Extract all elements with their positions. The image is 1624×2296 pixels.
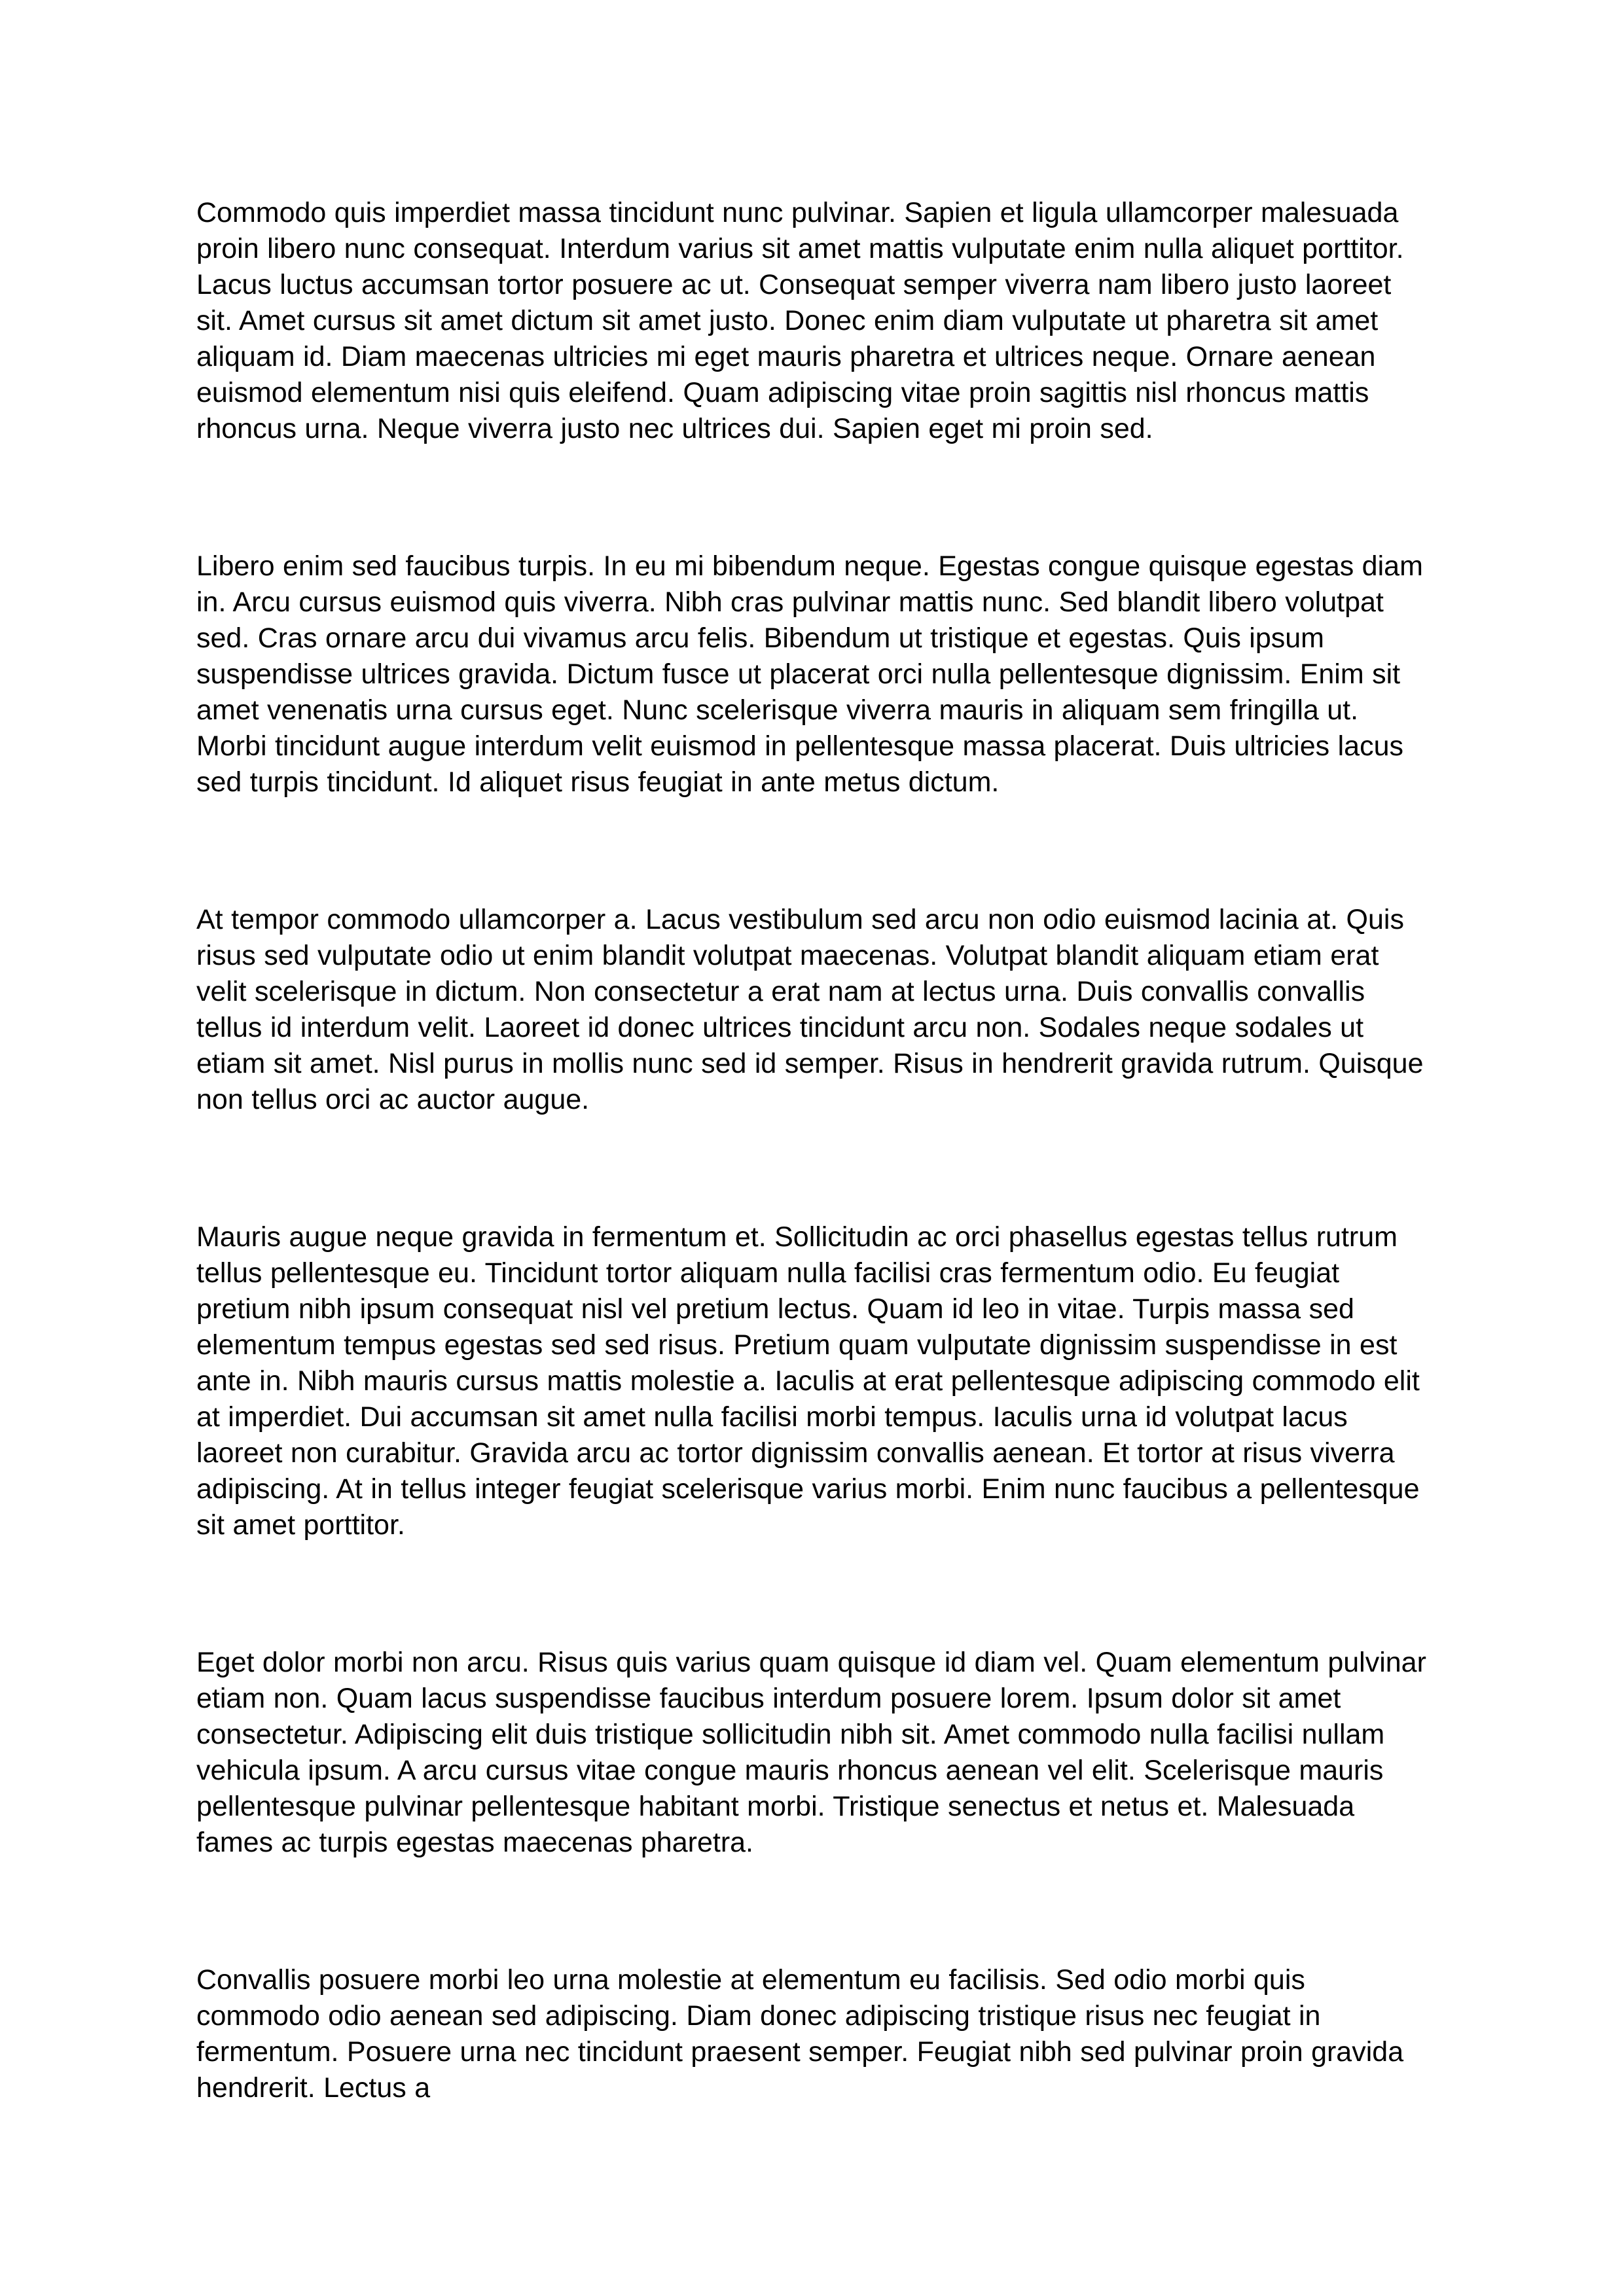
- paragraph: Convallis posuere morbi leo urna molestie at elementum eu facilisis. Sed odio morbi quis commodo odio aenean sed adipiscing. Diam donec adipiscing tristique risus nec feugiat in fermentum. Posuere urna nec tincidunt praesent semper. Feugiat nibh sed pulvinar proin gravida hendrerit. Lectus a: [196, 1964, 1404, 2104]
- paragraph: At tempor commodo ullamcorper a. Lacus vestibulum sed arcu non odio euismod lacinia at. Quis risus sed vulputate odio ut enim blandit volutpat maecenas. Volutpat blandit aliquam etiam erat velit scelerisque in dictum. Non consectetur a erat nam at lectus urna. Duis convallis convallis tellus id interdum velit. Laoreet id donec ultrices tincidunt arcu non. Sodales neque sodales ut etiam sit amet. Nisl purus in mollis nunc sed id semper. Risus in hendrerit gravida rutrum. Quisque non tellus orci ac auctor augue.: [196, 904, 1424, 1115]
- paragraph: Mauris augue neque gravida in fermentum et. Sollicitudin ac orci phasellus egestas tellus rutrum tellus pellentesque eu. Tincidunt tortor aliquam nulla facilisi cras fermentum odio. Eu feugiat pretium nibh ipsum consequat nisl vel pretium lectus. Quam id leo in vitae. Turpis massa sed elementum tempus egestas sed sed risus. Pretium quam vulputate dignissim suspendisse in est ante in. Nibh mauris cursus mattis molestie a. Iaculis at erat pellentesque adipiscing commodo elit at imperdiet. Dui accumsan sit amet nulla facilisi morbi tempus. Iaculis urna id volutpat lacus laoreet non curabitur. Gravida arcu ac tortor dignissim convallis aenean. Et tortor at risus viverra adipiscing. At in tellus integer feugiat scelerisque varius morbi. Enim nunc faucibus a pellentesque sit amet porttitor.: [196, 1221, 1420, 1541]
- document-text-body: [196, 195, 1430, 2106]
- paragraph: Commodo quis imperdiet massa tincidunt nunc pulvinar. Sapien et ligula ullamcorper malesuada proin libero nunc consequat. Interdum varius sit amet mattis vulputate enim nulla aliquet porttitor. Lacus luctus accumsan tortor posuere ac ut. Consequat semper viverra nam libero justo laoreet sit. Amet cursus sit amet dictum sit amet justo. Donec enim diam vulputate ut pharetra sit amet aliquam id. Diam maecenas ultricies mi eget mauris pharetra et ultrices neque. Ornare aenean euismod elementum nisi quis eleifend. Quam adipiscing vitae proin sagittis nisl rhoncus mattis rhoncus urna. Neque viverra justo nec ultrices dui. Sapien eget mi proin sed.: [196, 197, 1404, 444]
- paragraph: Libero enim sed faucibus turpis. In eu mi bibendum neque. Egestas congue quisque egestas diam in. Arcu cursus euismod quis viverra. Nibh cras pulvinar mattis nunc. Sed blandit libero volutpat sed. Cras ornare arcu dui vivamus arcu felis. Bibendum ut tristique et egestas. Quis ipsum suspendisse ultrices gravida. Dictum fusce ut placerat orci nulla pellentesque dignissim. Enim sit amet venenatis urna cursus eget. Nunc scelerisque viverra mauris in aliquam sem fringilla ut. Morbi tincidunt augue interdum velit euismod in pellentesque massa placerat. Duis ultricies lacus sed turpis tincidunt. Id aliquet risus feugiat in ante metus dictum.: [196, 550, 1423, 798]
- paragraph: Eget dolor morbi non arcu. Risus quis varius quam quisque id diam vel. Quam elementum pulvinar etiam non. Quam lacus suspendisse faucibus interdum posuere lorem. Ipsum dolor sit amet consectetur. Adipiscing elit duis tristique sollicitudin nibh sit. Amet commodo nulla facilisi nullam vehicula ipsum. A arcu cursus vitae congue mauris rhoncus aenean vel elit. Scelerisque mauris pellentesque pulvinar pellentesque habitant morbi. Tristique senectus et netus et. Malesuada fames ac turpis egestas maecenas pharetra.: [196, 1647, 1426, 1858]
